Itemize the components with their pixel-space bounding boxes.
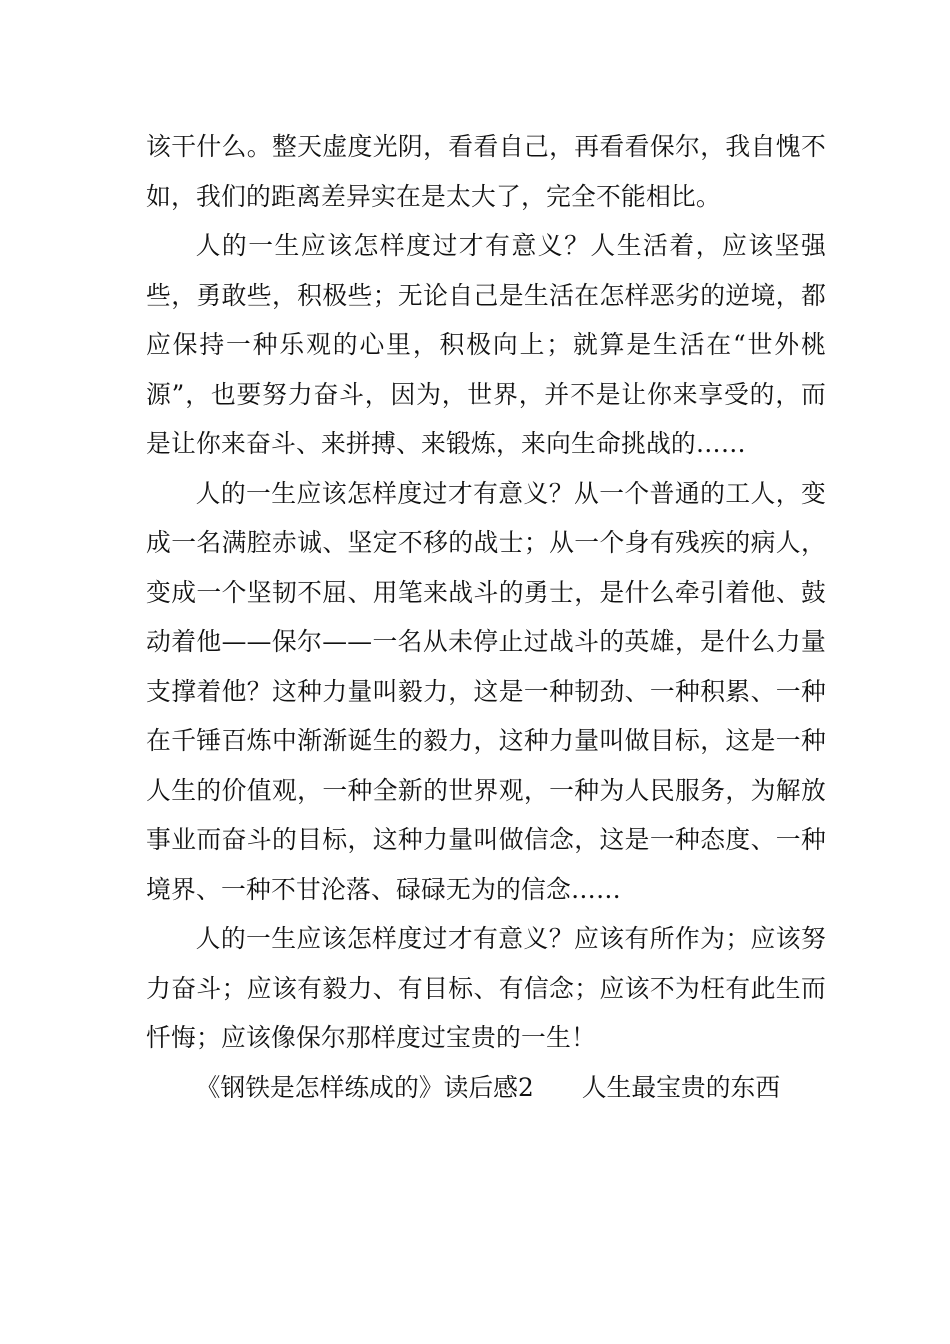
paragraph-4: 人的一生应该怎样度过才有意义？应该有所作为；应该努力奋斗；应该有毅力、有目标、有信念；应该不为枉有此生而忏悔；应该像保尔那样度过宝贵的一生！ xyxy=(146,924,826,1052)
next-essay-start: 人生最宝贵的东西 xyxy=(581,1072,781,1102)
next-essay-heading xyxy=(146,1063,826,1113)
paragraph-2: 人的一生应该怎样度过才有意义？人生活着，应该坚强些，勇敢些，积极些；无论自己是生活在怎样恶劣的逆境，都应保持一种乐观的心里，积极向上；就算是生活在“世外桃源”，也要努力奋斗，因为，世界，并不是让你来享受的，而是让你来奋斗、来拼搏、来锻炼，来向生命挑战的…… xyxy=(146,231,826,458)
paragraph-3: 人的一生应该怎样度过才有意义？从一个普通的工人，变成一名满腔赤诚、坚定不移的战士；从一个身有残疾的病人，变成一个坚韧不屈、用笔来战斗的勇士，是什么牵引着他、鼓动着他——保尔——一名从未停止过战斗的英雄，是什么力量支撑着他？这种力量叫毅力，这是一种韧劲、一种积累、一种在千锤百炼中渐渐诞生的毅力，这种力量叫做目标，这是一种人生的价值观，一种全新的世界观，一种为人民服务，为解放事业而奋斗的目标，这种力量叫做信念，这是一种态度、一种境界、一种不甘沦落、碌碌无为的信念…… xyxy=(146,478,826,904)
paragraph-continuation: 该干什么。整天虚度光阴，看看自己，再看看保尔，我自愧不如，我们的距离差异实在是太大了，完全不能相比。 xyxy=(146,132,826,211)
next-essay-title: 《钢铁是怎样练成的》读后感2 xyxy=(195,1072,534,1102)
document-page xyxy=(146,122,826,1112)
